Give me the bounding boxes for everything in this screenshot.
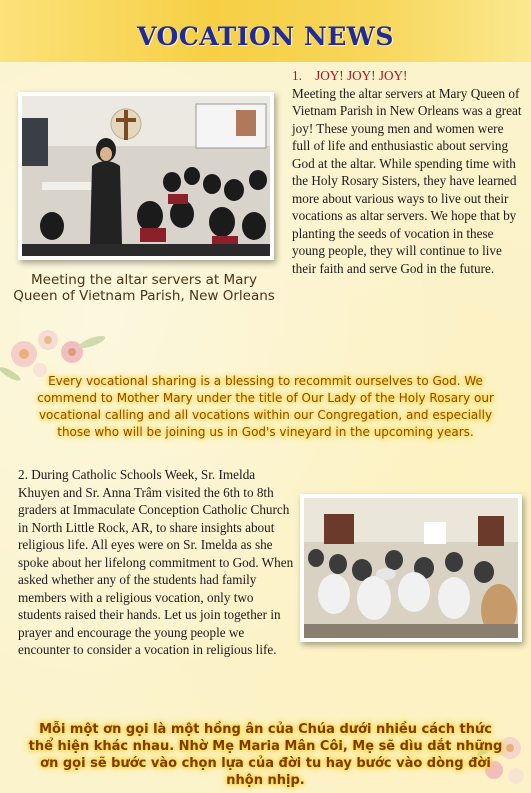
- catholic-schools-week-photo: [300, 494, 522, 642]
- article-body: 2. During Catholic Schools Week, Sr. Imelda Khuyen and Sr. Anna Trâm visited the 6th to 8th graders at Immaculate Conception Catholic Church in North Little Rock, AR, to share insights about religious life. All eyes were on Sr. Imelda as she spoke about her lifelong commitment to God. When asked whether any of the students had family members with a religious vocation, only two students raised their hands. Let us join together in prayer and encourage the young people we encounter to consider a vocation in religious life.: [18, 467, 294, 657]
- article-catholic-schools-week: [18, 466, 296, 659]
- catholic-schools-week-photo-image: [304, 498, 518, 638]
- page-title: VOCATION NEWS: [137, 22, 394, 51]
- article-heading: 1. JOY! JOY! JOY!: [292, 68, 408, 83]
- vocation-blessing-highlight: Every vocational sharing is a blessing to recommit ourselves to God. We commend to Mother Mary under the title of Our Lady of the Holy Rosary our vocational calling and all vocations within our Congregation, and especially those who will be joining us in God's vineyard in the upcoming years.: [37, 374, 494, 439]
- article-joy: [292, 67, 524, 277]
- article-body: Meeting the altar servers at Mary Queen of Vietnam Parish in New Orleans was a great joy! These young men and women were full of life and enthusiastic about serving God at the altar. While spending time with the Holy Rosary Sisters, they have learned more about various ways to live out their vocations as altar servers. We hope that by planting the seeds of vocation in these young people, they will continue to live their faith and serve God in the future.: [292, 85, 522, 276]
- altar-servers-photo-image: [22, 96, 270, 256]
- altar-servers-photo: [18, 92, 274, 260]
- photo-caption: Meeting the altar servers at Mary Queen of Vietnam Parish, New Orleans: [13, 272, 275, 304]
- vietnamese-vocation-highlight: Mỗi một ơn gọi là một hồng ân của Chúa dưới nhiều cách thức thể hiện khác nhau. Nhờ Mẹ Maria Mân Côi, Mẹ sẽ dìu dắt những ơn gọi sẽ bước vào chọn lựa của đời tu hay bước vào dòng đời nhộn nhịp.: [28, 722, 503, 788]
